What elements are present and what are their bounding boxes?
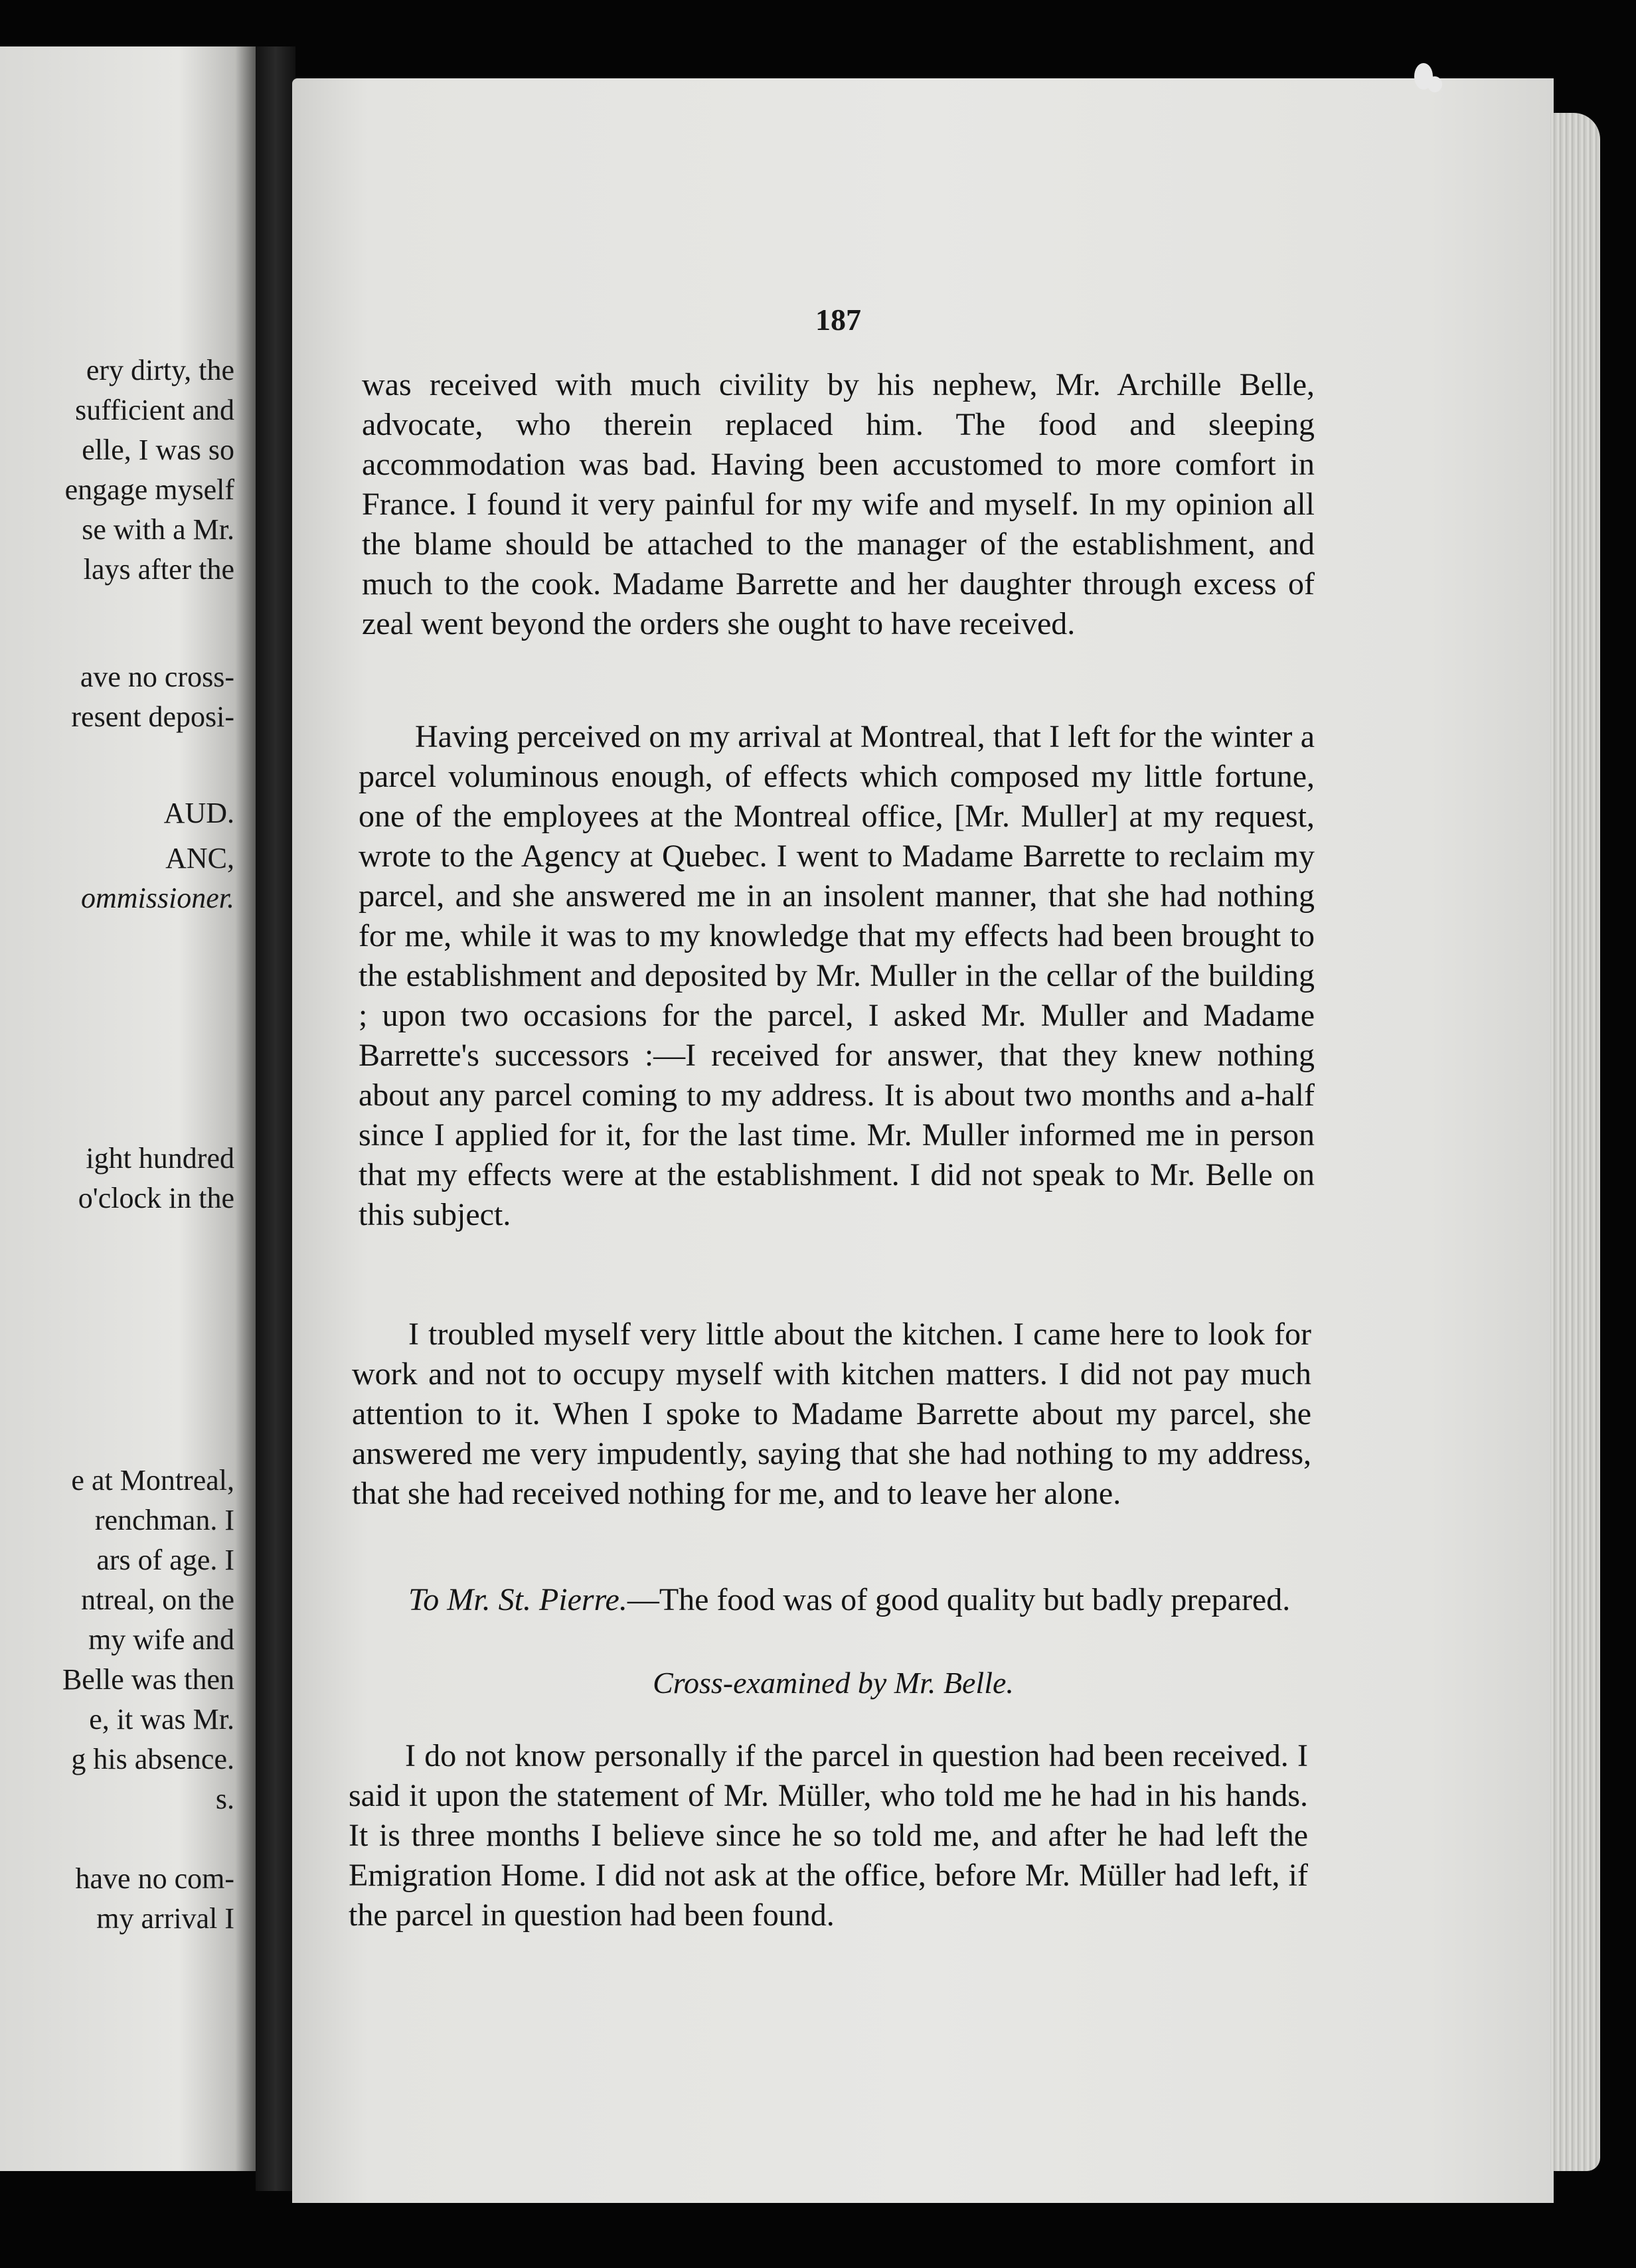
section-heading: Cross-examined by Mr. Belle.: [653, 1666, 1014, 1700]
left-page-line: AUD.: [163, 797, 234, 829]
scan-speck: [1428, 76, 1442, 92]
speaker-label: To Mr. St. Pierre.: [408, 1582, 627, 1617]
left-page-line: ntreal, on the: [81, 1583, 234, 1616]
left-page-line: engage myself: [64, 473, 234, 506]
paragraph-3: [352, 1315, 1311, 1514]
left-page-line: renchman. I: [94, 1504, 234, 1536]
left-page-line: ANC,: [165, 842, 234, 874]
paragraph-1: [362, 365, 1315, 644]
paragraph-5: [349, 1736, 1308, 1935]
left-page-line: have no com-: [75, 1862, 234, 1895]
left-page-line: resent deposi-: [71, 700, 234, 733]
left-page-line: ars of age. I: [96, 1544, 234, 1576]
left-page-line: g his absence.: [71, 1743, 234, 1775]
left-page-line: my arrival I: [96, 1902, 234, 1935]
left-page-line: se with a Mr.: [82, 513, 234, 546]
paragraph-text: —The food was of good quality but badly prepared.: [627, 1582, 1291, 1617]
left-page-line: ave no cross-: [80, 661, 234, 693]
paragraph-2: [359, 717, 1315, 1235]
paragraph-4: [352, 1580, 1308, 1620]
book-gutter: [256, 46, 295, 2191]
left-page-line: e at Montreal,: [71, 1464, 234, 1497]
paragraph-text: was received with much civility by his nephew, Mr. Archille Belle, advocate, who therein replaced him. The food and sleeping accommodation was bad. Having been accustomed to more comfort in France. I found it very painful for my wife and myself. In my opinion all the blame should be attached to the manager of the establishment, and much to the cook. Madame Barrette and her daughter through excess of zeal went beyond the orders she ought to have received.: [362, 367, 1315, 641]
left-page-line: elle, I was so: [82, 434, 234, 466]
left-page-line: e, it was Mr.: [89, 1703, 234, 1736]
left-page-line: Belle was then: [62, 1663, 234, 1696]
paragraph-text: I do not know personally if the parcel in question had been received. I said it upon the statement of Mr. Müller, who told me he had in his hands. It is three months I believe since he so told me, and after he had left the Emigration Home. I did not ask at the office, before Mr. Müller had left, if the parcel in question had been found.: [349, 1738, 1308, 1933]
paragraph-text: I troubled myself very little about the kitchen. I came here to look for work and not to occupy myself with kitchen matters. I did not pay much attention to it. When I spoke to Madame Barrette about my parcel, she answered me very impudently, saying that she had nothing to my address, that she had received nothing for me, and to leave her alone.: [352, 1317, 1311, 1511]
left-page-line: o'clock in the: [78, 1182, 234, 1214]
left-page-line: ery dirty, the: [86, 354, 234, 386]
left-page-line: ommissioner.: [80, 882, 234, 914]
paragraph-text: Having perceived on my arrival at Montreal, that I left for the winter a parcel voluminous enough, of effects which composed my little fortune, one of the employees at the Montreal office, [Mr. Muller] at my request, wrote to the Agency at Quebec. I went to Madame Barrette to reclaim my parcel, and she answered me in an insolent manner, that she had nothing for me, while it was to my knowledge that my effects had been brought to the establishment and deposited by Mr. Muller in the cellar of the building ; upon two occasions for the parcel, I asked Mr. Muller and Madame Barrette's successors :—I received for answer, that they knew nothing about any parcel coming to my address. It is about two months and a-half since I applied for it, for the last time. Mr. Muller informed me in person that my effects were at the establishment. I did not speak to Mr. Belle on this subject.: [359, 719, 1315, 1232]
left-page-line: s.: [215, 1783, 234, 1815]
left-page-line: my wife and: [88, 1623, 234, 1656]
left-page-line: lays after the: [83, 553, 234, 586]
page-edge: [1550, 113, 1600, 2171]
left-page-line: ight hundred: [86, 1142, 234, 1174]
left-page-line: sufficient and: [75, 394, 234, 426]
left-page: [0, 46, 256, 2171]
page-number: 187: [815, 303, 861, 337]
